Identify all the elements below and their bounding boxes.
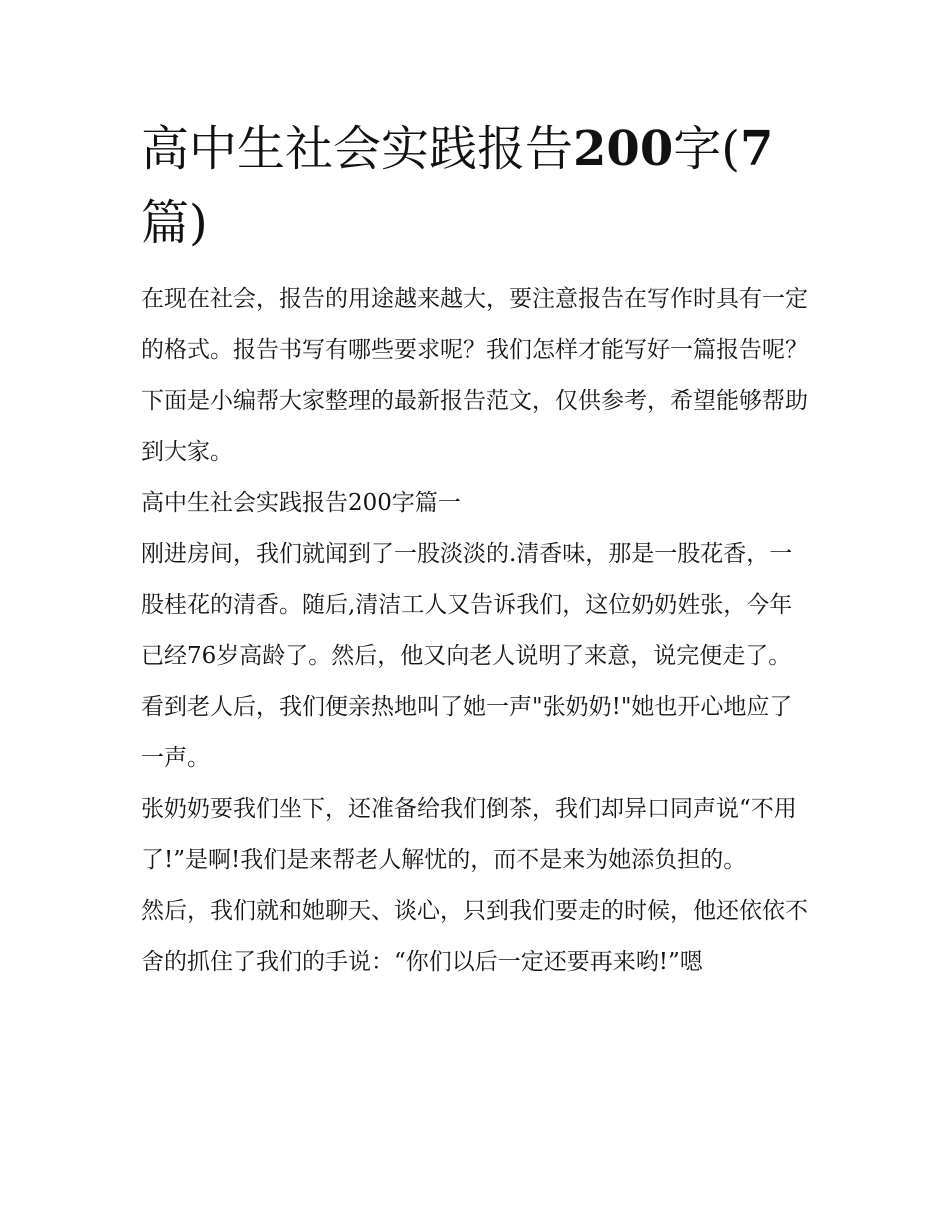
document-body <box>141 274 813 988</box>
intro-paragraph: 在现在社会，报告的用途越来越大，要注意报告在写作时具有一定的格式。报告书写有哪些要求呢？我们怎样才能写好一篇报告呢？下面是小编帮大家整理的最新报告范文，仅供参考，希望能够帮助到大家。 <box>141 286 808 465</box>
title-number-200: 200 <box>573 121 674 177</box>
title-text-3: 篇) <box>141 195 208 251</box>
body-paragraph: 张奶奶要我们坐下，还准备给我们倒茶，我们却异口同声说“不用了!”是啊!我们是来帮老人解忧的，而不是来为她添负担的。 <box>141 796 797 873</box>
section-heading: 高中生社会实践报告200字篇一 <box>141 490 461 516</box>
title-number-7: 7 <box>739 121 774 177</box>
body-paragraph: 看到老人后，我们便亲热地叫了她一声"张奶奶!"她也开心地应了一声。 <box>141 694 793 771</box>
title-text-2: 字( <box>673 121 740 177</box>
document-title <box>141 112 813 260</box>
document-content <box>141 112 813 988</box>
title-text-1: 高中生社会实践报告 <box>141 121 574 177</box>
body-paragraph: 然后，我们就和她聊天、谈心，只到我们要走的时候，他还依依不舍的抓住了我们的手说：“你们以后一定还要再来哟!”嗯 <box>141 898 808 975</box>
body-paragraph: 刚进房间，我们就闻到了一股淡淡的.清香味，那是一股花香，一股桂花的清香。随后,清洁工人又告诉我们，这位奶奶姓张，今年已经76岁高龄了。然后，他又向老人说明了来意，说完便走了。 <box>141 541 793 669</box>
